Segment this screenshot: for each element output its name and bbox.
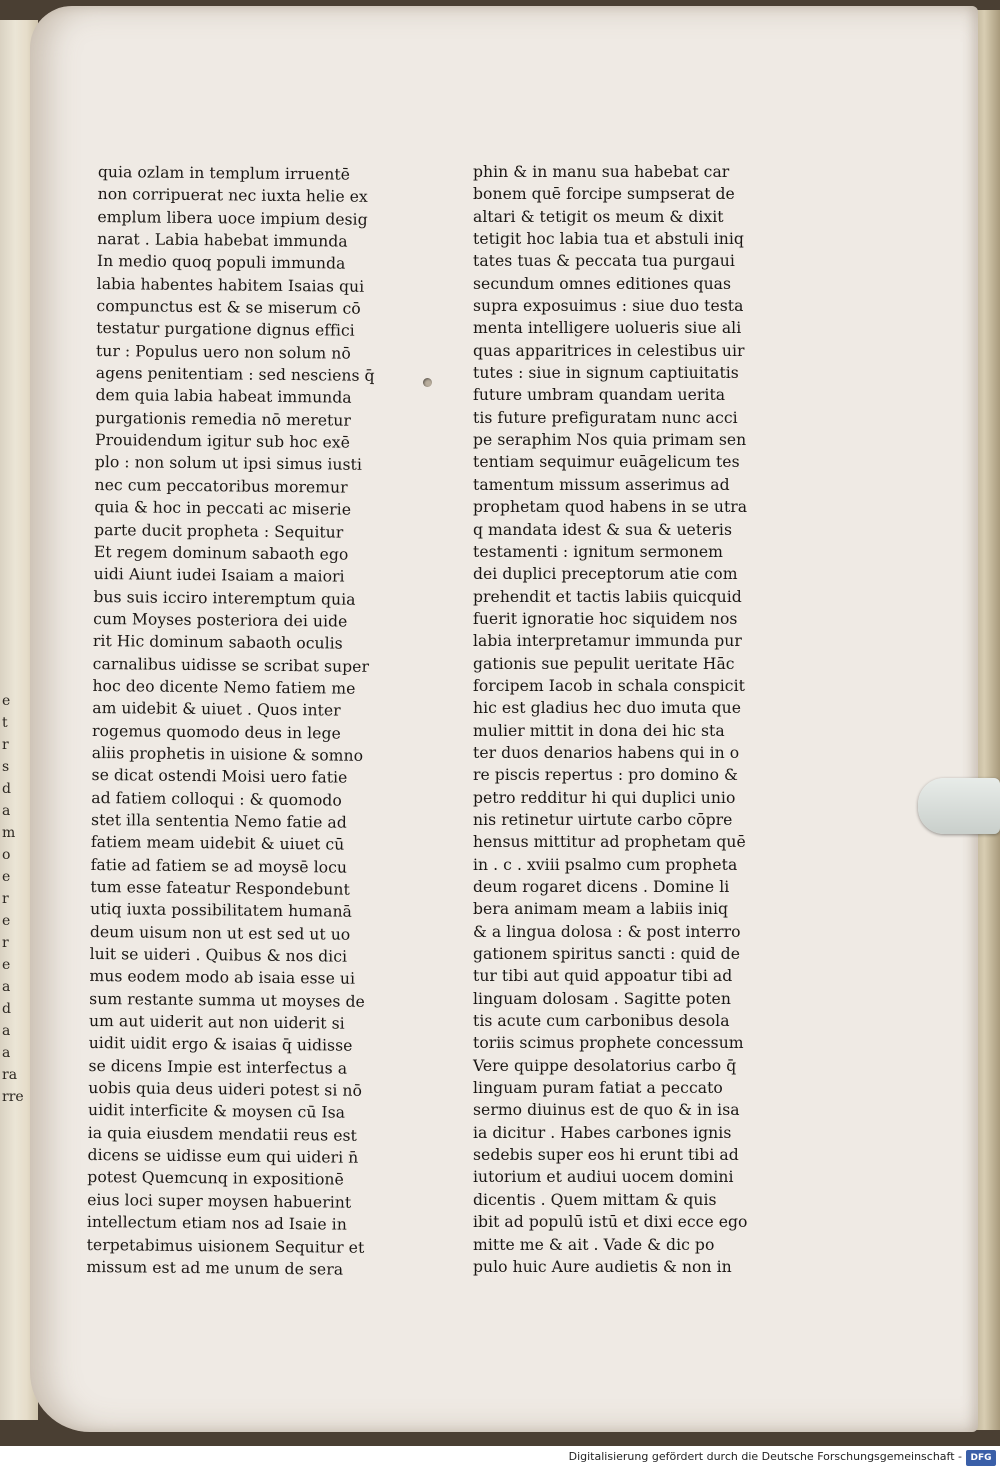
left-edge-letter: d (2, 781, 11, 797)
text-line: testamenti : ignitum sermonem (473, 542, 723, 561)
text-line: re piscis repertus : pro domino & (473, 766, 738, 785)
text-line: sum restante summa ut moyses de (89, 989, 365, 1011)
text-line: mulier mittit in dona dei hic stа (473, 721, 725, 740)
left-edge-letter: e (2, 913, 11, 929)
text-line: cum Moyses posteriora dei uide (93, 609, 348, 631)
left-edge-letter: r (2, 891, 9, 907)
text-line: bera animam meam a labiis iniq (473, 900, 729, 919)
text-line: petro redditur hi qui duplici unio (473, 788, 736, 807)
text-line: ad fatiem colloqui : & quomodo (91, 788, 342, 810)
text-line: ibit ad populū istū et dixi ecce ego (473, 1213, 748, 1232)
left-edge-letter: ra (2, 1067, 18, 1083)
text-line: dei duplici preceptorum atie com (473, 565, 738, 584)
text-line: plo : non solum ut ipsi simus iusti (94, 453, 363, 475)
text-line: tur : Populus uero non solum nō (95, 341, 351, 363)
text-line: rogemus quomodo deus in lege (91, 721, 341, 743)
text-line: sedebis super eos hi erunt tibi ad (473, 1146, 739, 1165)
left-edge-letter: e (2, 693, 11, 709)
text-line: luit se uideri . Quibus & nos dici (89, 944, 348, 966)
text-line: ter duos denarios habens qui in o (473, 743, 740, 762)
text-line: ia dicitur . Habes carbones ignis (473, 1123, 732, 1142)
text-line: altari & tetigit os meum & dixit (473, 207, 724, 226)
text-line: intellectum etiam nos ad Isaie in (86, 1213, 347, 1234)
text-line: prehendit et tactis labiis quicquid (473, 587, 742, 606)
text-line: purgationis remedia nō meretur (95, 408, 352, 430)
left-edge-letter: r (2, 737, 9, 753)
text-line: narat . Labia habebat immunda (97, 230, 348, 251)
text-line: se dicat ostendi Moisi uero fatie (91, 766, 348, 787)
text-line: rit Hic dominum sabaoth oculis (92, 632, 343, 653)
text-line: testatur purgatione dignus effici (96, 319, 355, 341)
text-line: emplum libera uoce impium desig (97, 207, 368, 229)
text-line: secundum omnes editiones quas (473, 274, 732, 293)
left-edge-letter: o (2, 847, 11, 863)
text-line: dem quia labia habeat immunda (95, 386, 352, 408)
text-line: am uidebit & uiuet . Quos inter (92, 699, 341, 720)
text-line: deum rogaret dicens . Domine li (473, 878, 730, 896)
text-line: ia quia eiusdem mendatii reus est (87, 1123, 357, 1145)
text-line: hoc deo dicente Nemo fatiem me (92, 676, 356, 698)
text-line: tutes : siue in signum captiuitatis (473, 364, 739, 383)
text-column-left (86, 161, 398, 1281)
left-edge-letter: e (2, 869, 11, 885)
left-edge-letter: a (2, 1045, 11, 1061)
text-line: pe seraphim Nos quia primam sen (473, 431, 747, 450)
text-line: uobis quia deus uideri potest si nō (88, 1079, 363, 1100)
text-line: iutorium et audiui uocem domini (473, 1168, 734, 1187)
text-line: pulo huic Aure audietis & non in (473, 1257, 732, 1276)
text-line: future umbram quandam ueritа (473, 386, 726, 405)
text-line: non corripuerat nec iuxta helie ex (97, 185, 368, 207)
text-line: in . c . xviii psalmo cum propheta (473, 855, 738, 874)
text-line: forcipem Iacob in schala conspicit (473, 676, 745, 695)
left-edge-letter: a (2, 803, 11, 819)
text-line: fatie ad fatiem se ad moysē locu (90, 855, 348, 877)
text-line: parte ducit propheta : Sequitur (94, 520, 344, 542)
text-line: tetigit hoc labia tua et abstuli iniq (473, 230, 744, 249)
text-line: tamentum missum asserimus ad (473, 475, 730, 494)
text-line: stet illa sententia Nemo fatie ad (91, 810, 347, 832)
text-line: fuerit ignoratie hoc siquidem nos (473, 609, 738, 628)
paper-hole (423, 378, 432, 387)
text-line: Et regem dominum sabaoth ego (93, 542, 349, 564)
footer-credit: Digitalisierung gefördert durch die Deutsche Forschungsgemeinschaft - (568, 1450, 962, 1463)
text-line: & a lingua dolosa : & post interro (473, 922, 741, 941)
text-line: toriis scimus prophete concessum (473, 1034, 744, 1053)
text-line: quia ozlam in templum irruentē (97, 162, 351, 184)
left-edge-letter: e (2, 957, 11, 973)
text-line: nec cum peccatoribus moremur (94, 475, 348, 497)
text-line: tis future prefiguratam nunc acci (473, 408, 738, 427)
text-line: aliis prophetis in uisione & somno (91, 743, 364, 765)
text-line: nis retinetur uirtute carbo cōpre (473, 810, 733, 829)
text-line: dicens se uidisse eum qui uideri n̄ (87, 1146, 359, 1167)
text-line: hic est gladius hec duo imuta que (473, 699, 741, 718)
text-line: mus eodem modo ab isaia esse ui (89, 967, 356, 989)
left-edge-letter: a (2, 1023, 11, 1039)
left-edge-letter: rre (2, 1089, 24, 1105)
left-edge-letter: m (2, 825, 16, 841)
text-line: bonem quē forcipe sumpserat de (473, 185, 735, 204)
text-line: uidi Aiunt iudei Isaiam a maiori (93, 565, 345, 586)
text-line: mitte me & ait . Vade & dic po (473, 1235, 715, 1254)
text-line: Prouidendum igitur sub hoc exē (94, 431, 351, 452)
text-line: agens penitentiam : sed nesciens q̄ (95, 364, 375, 386)
text-line: uidit interficite & moysen cū Isa (87, 1101, 346, 1123)
text-line: gationis sue pepulit ueritate Hāc (473, 654, 735, 673)
left-edge-letter: d (2, 1001, 11, 1017)
text-line: supra exposuimus : siue duo testa (473, 297, 744, 316)
text-line: tis acute cum carbonibus desola (473, 1012, 730, 1031)
text-line: linguam dolosam . Sagitte poten (473, 989, 731, 1008)
bookmark-clip (918, 778, 1000, 834)
text-line: bus suis icciro interemptum quia (93, 587, 356, 609)
text-line: menta intelligere uolueris siue ali (473, 319, 742, 338)
text-line: linguam puram fatiat a peccato (473, 1079, 723, 1098)
text-line: eius loci super moysen habuerint (87, 1190, 352, 1212)
text-line: In medio quoq populi immunda (96, 252, 346, 273)
dfg-logo: DFG (966, 1450, 996, 1466)
text-line: Vere quippe desolatorius carbo q̄ (473, 1056, 737, 1075)
text-line: utiq iuxta possibilitatem humanā (90, 900, 353, 922)
text-line: compunctus est & se miserum cō (96, 297, 361, 318)
left-edge-letter: t (2, 715, 8, 731)
text-line: gationem spiritus sancti : quid de (473, 945, 740, 964)
text-line: deum uisum non ut est sed ut uo (89, 922, 351, 944)
text-line: uidit uidit ergo & isaias q̄ uidisse (88, 1034, 353, 1056)
text-line: q mandata idest & sua & ueteris (473, 520, 733, 539)
text-line: missum est ad me unum de sera (86, 1257, 344, 1279)
footer-bar (0, 1446, 1000, 1471)
text-line: um aut uiderit aut non uiderit si (88, 1012, 345, 1033)
text-line: terpetabimus uisionem Sequitur et (86, 1235, 365, 1257)
text-line: prophetam quod habens in se utra (473, 498, 748, 517)
text-line: fatiem meam uidebit & uiuet cū (90, 833, 345, 854)
left-edge-letter: r (2, 935, 9, 951)
text-line: tum esse fateatur Respondebunt (90, 877, 350, 899)
text-line: carnalibus uidisse se scribat super (92, 654, 370, 676)
text-line: quas apparitrices in celestibus uir (473, 341, 745, 360)
text-line: phin & in manu sua habebat car (473, 163, 730, 181)
text-line: sermo diuinus est de quo & in isa (473, 1101, 740, 1120)
left-page-edge-text (2, 690, 32, 1108)
text-column-right (473, 161, 773, 1278)
text-line: dicentis . Quem mittam & quis (473, 1190, 717, 1209)
text-line: quia & hoc in peccati ac miserie (94, 498, 352, 519)
text-line: tentiam sequimur euāgelicum tes (473, 453, 740, 472)
left-edge-letter: a (2, 979, 11, 995)
text-line: se dicens Impie est interfectus a (88, 1056, 348, 1078)
text-line: labia habentes habitem Isaias qui (96, 274, 365, 296)
text-line: potest Quemcunq in expositionē (87, 1168, 344, 1190)
text-line: hensus mittitur ad prophetam quē (473, 833, 746, 852)
text-line: tur tibi aut quid appoatur tibi ad (473, 967, 733, 986)
left-edge-letter: s (2, 759, 10, 775)
text-line: labia interpretamur immunda pur (473, 632, 742, 651)
text-line: tates tuas & peccata tua purgaui (473, 252, 735, 271)
